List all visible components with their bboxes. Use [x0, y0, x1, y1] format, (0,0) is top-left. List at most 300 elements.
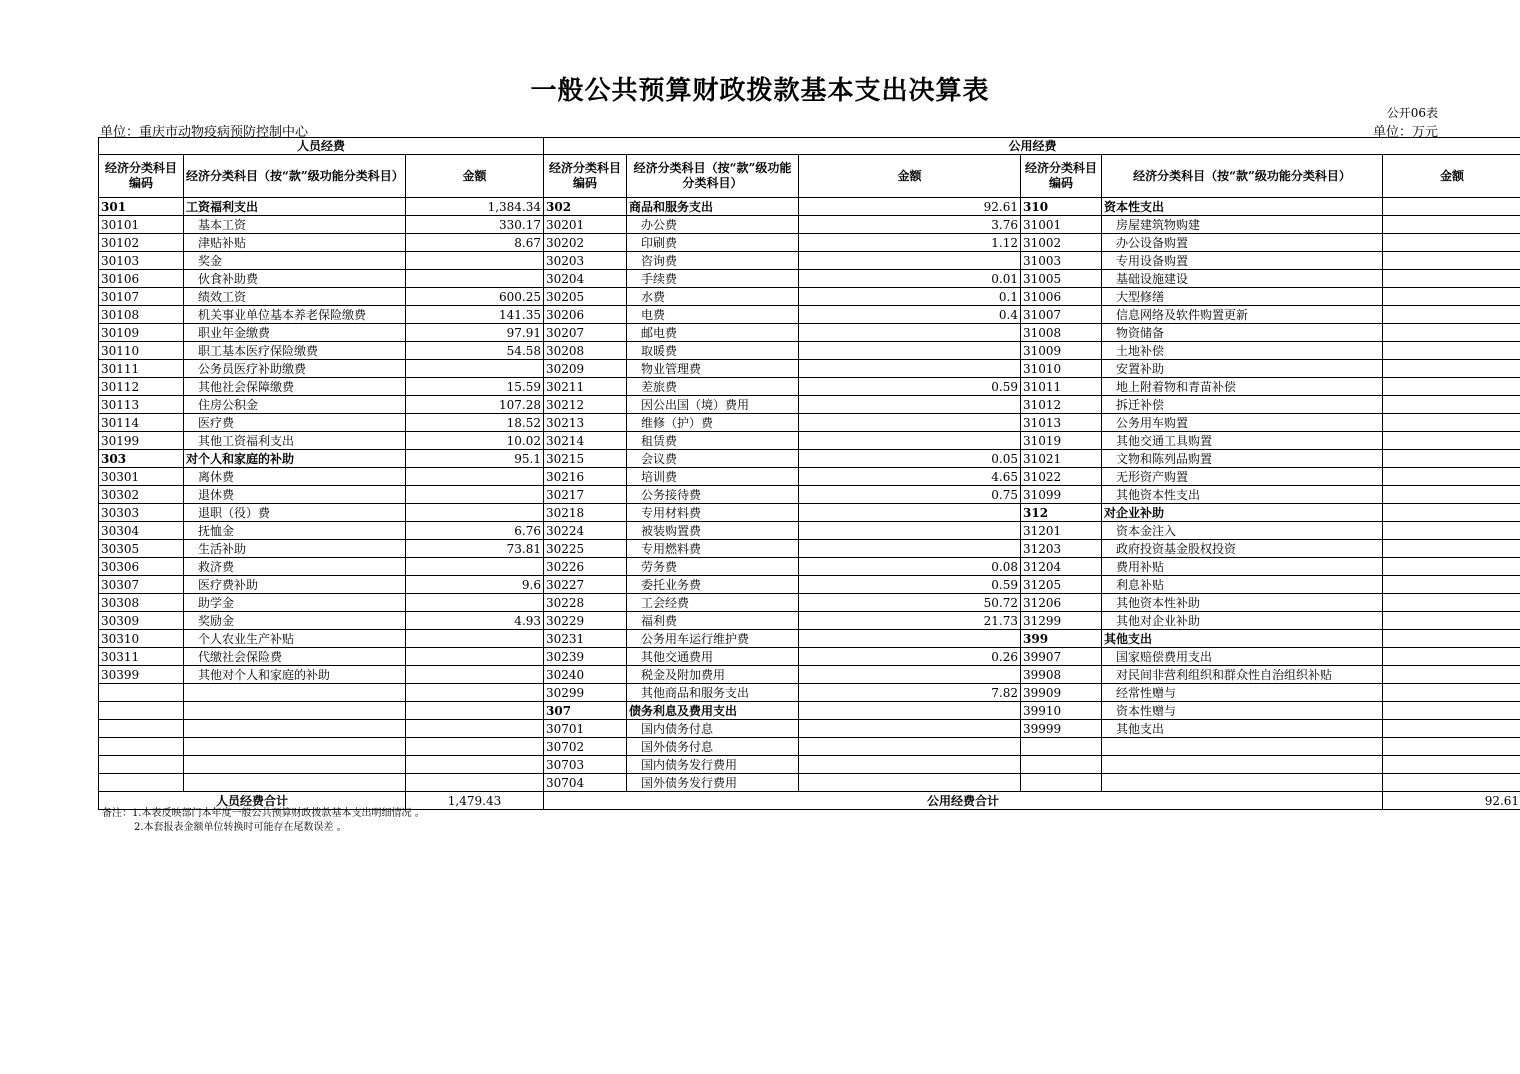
name-cell: 无形资产购置	[1102, 468, 1383, 486]
amount-cell	[799, 432, 1021, 450]
code-cell: 30399	[99, 666, 184, 684]
expenditure-table	[98, 137, 1520, 810]
name-cell: 基础设施建设	[1102, 270, 1383, 288]
code-cell: 30299	[544, 684, 627, 702]
name-cell: 奖励金	[184, 612, 406, 630]
name-cell	[1102, 756, 1383, 774]
name-cell: 绩效工资	[184, 288, 406, 306]
amount-cell: 4.93	[406, 612, 544, 630]
code-cell: 31010	[1021, 360, 1102, 378]
table-row	[99, 558, 1520, 576]
code-cell: 30201	[544, 216, 627, 234]
code-cell: 31008	[1021, 324, 1102, 342]
name-cell: 水费	[627, 288, 799, 306]
name-cell: 信息网络及软件购置更新	[1102, 306, 1383, 324]
name-cell: 利息补贴	[1102, 576, 1383, 594]
table-row	[99, 576, 1520, 594]
name-cell: 资本性支出	[1102, 198, 1383, 216]
name-cell: 退职（役）费	[184, 504, 406, 522]
col-header-name: 经济分类科目（按“款”级功能分类科目）	[184, 155, 406, 198]
code-cell: 31021	[1021, 450, 1102, 468]
name-cell: 政府投资基金股权投资	[1102, 540, 1383, 558]
name-cell: 专用燃料费	[627, 540, 799, 558]
table-row	[99, 702, 1520, 720]
code-cell: 30227	[544, 576, 627, 594]
table-row	[99, 468, 1520, 486]
name-cell: 经常性赠与	[1102, 684, 1383, 702]
table-row	[99, 738, 1520, 756]
name-cell: 机关事业单位基本养老保险缴费	[184, 306, 406, 324]
name-cell: 对个人和家庭的补助	[184, 450, 406, 468]
name-cell	[1102, 738, 1383, 756]
name-cell: 租赁费	[627, 432, 799, 450]
amount-cell	[406, 756, 544, 774]
name-cell: 工会经费	[627, 594, 799, 612]
code-cell: 30301	[99, 468, 184, 486]
amount-cell	[1383, 648, 1520, 666]
name-cell: 其他商品和服务支出	[627, 684, 799, 702]
code-cell: 30303	[99, 504, 184, 522]
table-row	[99, 720, 1520, 738]
name-cell: 基本工资	[184, 216, 406, 234]
amount-cell	[406, 360, 544, 378]
col-header-amount: 金额	[799, 155, 1021, 198]
code-cell: 30310	[99, 630, 184, 648]
amount-cell: 4.65	[799, 468, 1021, 486]
page-title: 一般公共预算财政拨款基本支出决算表	[530, 76, 990, 106]
code-cell: 30207	[544, 324, 627, 342]
amount-cell	[1383, 396, 1520, 414]
amount-cell	[799, 504, 1021, 522]
code-cell: 31201	[1021, 522, 1102, 540]
amount-cell	[406, 594, 544, 612]
unit-name: 单位：重庆市动物疫病预防控制中心	[100, 125, 309, 140]
code-cell: 31009	[1021, 342, 1102, 360]
col-header-amount: 金额	[1383, 155, 1520, 198]
name-cell: 国内债务发行费用	[627, 756, 799, 774]
amount-cell	[799, 666, 1021, 684]
amount-cell	[1383, 342, 1520, 360]
code-cell: 30224	[544, 522, 627, 540]
amount-cell: 0.26	[799, 648, 1021, 666]
name-cell: 大型修缮	[1102, 288, 1383, 306]
amount-cell: 73.81	[406, 540, 544, 558]
amount-cell	[1383, 432, 1520, 450]
code-cell: 31006	[1021, 288, 1102, 306]
code-cell: 30308	[99, 594, 184, 612]
code-cell: 39908	[1021, 666, 1102, 684]
amount-cell	[406, 486, 544, 504]
amount-unit: 单位：万元	[1372, 125, 1438, 140]
name-cell: 物资储备	[1102, 324, 1383, 342]
amount-cell	[799, 252, 1021, 270]
amount-cell	[799, 756, 1021, 774]
code-cell: 39910	[1021, 702, 1102, 720]
name-cell: 债务利息及费用支出	[627, 702, 799, 720]
code-cell: 30240	[544, 666, 627, 684]
code-cell: 31005	[1021, 270, 1102, 288]
group-header-personnel: 人员经费	[99, 138, 544, 155]
code-cell: 31001	[1021, 216, 1102, 234]
personnel-total-label: 人员经费合计	[99, 792, 406, 810]
table-row	[99, 684, 1520, 702]
name-cell	[184, 702, 406, 720]
table-row	[99, 630, 1520, 648]
amount-cell	[406, 702, 544, 720]
public-total-label: 公用经费合计	[544, 792, 1383, 810]
column-header-row	[99, 155, 1520, 198]
amount-cell	[799, 630, 1021, 648]
name-cell: 拆迁补偿	[1102, 396, 1383, 414]
notes	[102, 807, 425, 835]
amount-cell: 141.35	[406, 306, 544, 324]
name-cell: 其他资本性支出	[1102, 486, 1383, 504]
amount-cell: 0.05	[799, 450, 1021, 468]
col-header-name: 经济分类科目（按“款”级功能分类科目）	[1102, 155, 1383, 198]
name-cell: 维修（护）费	[627, 414, 799, 432]
code-cell: 30216	[544, 468, 627, 486]
name-cell: 医疗费	[184, 414, 406, 432]
name-cell: 其他社会保障缴费	[184, 378, 406, 396]
code-cell	[99, 684, 184, 702]
amount-cell: 9.6	[406, 576, 544, 594]
table-row	[99, 756, 1520, 774]
name-cell: 国外债务发行费用	[627, 774, 799, 792]
name-cell: 咨询费	[627, 252, 799, 270]
name-cell: 办公费	[627, 216, 799, 234]
name-cell: 土地补偿	[1102, 342, 1383, 360]
name-cell: 对民间非营利组织和群众性自治组织补贴	[1102, 666, 1383, 684]
col-header-code: 经济分类科目编码	[544, 155, 627, 198]
amount-cell	[406, 648, 544, 666]
name-cell: 离休费	[184, 468, 406, 486]
amount-cell	[406, 630, 544, 648]
code-cell: 30302	[99, 486, 184, 504]
amount-cell	[1383, 540, 1520, 558]
personnel-total-value: 1,479.43	[406, 792, 544, 810]
code-cell: 31003	[1021, 252, 1102, 270]
code-cell: 30206	[544, 306, 627, 324]
code-cell: 30229	[544, 612, 627, 630]
name-cell: 资本金注入	[1102, 522, 1383, 540]
name-cell: 医疗费补助	[184, 576, 406, 594]
code-cell: 30106	[99, 270, 184, 288]
code-cell: 399	[1021, 630, 1102, 648]
name-cell: 国外债务付息	[627, 738, 799, 756]
code-cell	[1021, 774, 1102, 792]
code-cell: 30306	[99, 558, 184, 576]
name-cell: 被装购置费	[627, 522, 799, 540]
name-cell	[1102, 774, 1383, 792]
code-cell: 31019	[1021, 432, 1102, 450]
code-cell: 30103	[99, 252, 184, 270]
amount-cell	[406, 684, 544, 702]
code-cell: 30208	[544, 342, 627, 360]
code-cell: 30108	[99, 306, 184, 324]
amount-cell	[1383, 198, 1520, 216]
amount-cell: 95.1	[406, 450, 544, 468]
amount-cell	[1383, 720, 1520, 738]
amount-cell: 1,384.34	[406, 198, 544, 216]
amount-cell	[1383, 666, 1520, 684]
name-cell: 公务用车购置	[1102, 414, 1383, 432]
public-total-value: 92.61	[1383, 792, 1520, 810]
code-cell: 30114	[99, 414, 184, 432]
name-cell: 劳务费	[627, 558, 799, 576]
amount-cell	[799, 360, 1021, 378]
table-row	[99, 198, 1520, 216]
amount-cell: 8.67	[406, 234, 544, 252]
table-row	[99, 324, 1520, 342]
amount-cell: 107.28	[406, 396, 544, 414]
code-cell: 39909	[1021, 684, 1102, 702]
name-cell: 助学金	[184, 594, 406, 612]
code-cell: 31007	[1021, 306, 1102, 324]
table-row	[99, 648, 1520, 666]
table-row	[99, 396, 1520, 414]
name-cell: 费用补贴	[1102, 558, 1383, 576]
name-cell: 其他交通费用	[627, 648, 799, 666]
name-cell: 安置补助	[1102, 360, 1383, 378]
name-cell: 委托业务费	[627, 576, 799, 594]
code-cell: 30215	[544, 450, 627, 468]
code-cell: 31012	[1021, 396, 1102, 414]
amount-cell	[1383, 252, 1520, 270]
table-row	[99, 666, 1520, 684]
table-row	[99, 378, 1520, 396]
table-row	[99, 288, 1520, 306]
amount-cell: 0.59	[799, 378, 1021, 396]
code-cell: 30111	[99, 360, 184, 378]
amount-cell	[799, 396, 1021, 414]
amount-cell	[406, 738, 544, 756]
amount-cell	[406, 252, 544, 270]
amount-cell	[406, 468, 544, 486]
amount-cell: 50.72	[799, 594, 1021, 612]
table-row	[99, 252, 1520, 270]
amount-cell	[1383, 306, 1520, 324]
code-cell: 31203	[1021, 540, 1102, 558]
amount-cell	[1383, 378, 1520, 396]
code-cell: 30225	[544, 540, 627, 558]
amount-cell: 1.12	[799, 234, 1021, 252]
table-row	[99, 774, 1520, 792]
code-cell: 30101	[99, 216, 184, 234]
amount-cell	[406, 720, 544, 738]
name-cell: 伙食补助费	[184, 270, 406, 288]
name-cell: 国家赔偿费用支出	[1102, 648, 1383, 666]
name-cell: 职业年金缴费	[184, 324, 406, 342]
name-cell: 抚恤金	[184, 522, 406, 540]
code-cell: 30113	[99, 396, 184, 414]
amount-cell	[1383, 594, 1520, 612]
name-cell: 生活补助	[184, 540, 406, 558]
amount-cell	[799, 720, 1021, 738]
code-cell: 31002	[1021, 234, 1102, 252]
code-cell: 31013	[1021, 414, 1102, 432]
name-cell: 其他支出	[1102, 720, 1383, 738]
name-cell: 工资福利支出	[184, 198, 406, 216]
name-cell: 其他对企业补助	[1102, 612, 1383, 630]
code-cell: 31299	[1021, 612, 1102, 630]
code-cell: 310	[1021, 198, 1102, 216]
amount-cell: 21.73	[799, 612, 1021, 630]
name-cell	[184, 756, 406, 774]
name-cell	[184, 738, 406, 756]
code-cell: 30218	[544, 504, 627, 522]
amount-cell: 7.82	[799, 684, 1021, 702]
code-cell: 30214	[544, 432, 627, 450]
amount-cell: 330.17	[406, 216, 544, 234]
amount-cell: 97.91	[406, 324, 544, 342]
code-cell: 30309	[99, 612, 184, 630]
amount-cell	[1383, 612, 1520, 630]
amount-cell	[799, 414, 1021, 432]
table-row	[99, 342, 1520, 360]
amount-cell	[1383, 270, 1520, 288]
name-cell: 印刷费	[627, 234, 799, 252]
amount-cell	[406, 504, 544, 522]
code-cell: 30307	[99, 576, 184, 594]
name-cell	[184, 720, 406, 738]
note-1: 备注：1.本表反映部门本年度一般公共预算财政拨款基本支出明细情况 。	[102, 808, 425, 819]
amount-cell	[1383, 522, 1520, 540]
code-cell	[99, 720, 184, 738]
group-header-row	[99, 138, 1520, 155]
amount-cell: 6.76	[406, 522, 544, 540]
code-cell	[99, 738, 184, 756]
code-cell: 30231	[544, 630, 627, 648]
table-row	[99, 450, 1520, 468]
amount-cell	[1383, 234, 1520, 252]
amount-cell: 0.08	[799, 558, 1021, 576]
amount-cell: 0.01	[799, 270, 1021, 288]
name-cell: 会议费	[627, 450, 799, 468]
name-cell: 职工基本医疗保险缴费	[184, 342, 406, 360]
name-cell: 住房公积金	[184, 396, 406, 414]
amount-cell	[799, 342, 1021, 360]
group-header-public: 公用经费	[544, 138, 1520, 155]
code-cell: 30311	[99, 648, 184, 666]
name-cell: 奖金	[184, 252, 406, 270]
amount-cell	[1383, 486, 1520, 504]
code-cell: 30209	[544, 360, 627, 378]
amount-cell	[1383, 630, 1520, 648]
name-cell: 其他交通工具购置	[1102, 432, 1383, 450]
amount-cell	[1383, 738, 1520, 756]
amount-cell	[1383, 360, 1520, 378]
name-cell: 专用设备购置	[1102, 252, 1383, 270]
name-cell: 其他资本性补助	[1102, 594, 1383, 612]
code-cell: 30102	[99, 234, 184, 252]
amount-cell	[1383, 288, 1520, 306]
amount-cell: 54.58	[406, 342, 544, 360]
name-cell: 税金及附加费用	[627, 666, 799, 684]
code-cell: 30110	[99, 342, 184, 360]
amount-cell: 0.75	[799, 486, 1021, 504]
name-cell: 公务员医疗补助缴费	[184, 360, 406, 378]
code-cell	[99, 702, 184, 720]
code-cell: 31099	[1021, 486, 1102, 504]
name-cell: 公务接待费	[627, 486, 799, 504]
table-row	[99, 504, 1520, 522]
name-cell: 救济费	[184, 558, 406, 576]
note-2: 2.本套报表金额单位转换时可能存在尾数误差 。	[134, 822, 347, 833]
table-row	[99, 306, 1520, 324]
code-cell: 30304	[99, 522, 184, 540]
amount-cell	[799, 702, 1021, 720]
amount-cell	[799, 522, 1021, 540]
amount-cell	[406, 774, 544, 792]
amount-cell	[1383, 558, 1520, 576]
col-header-amount: 金额	[406, 155, 544, 198]
amount-cell	[1383, 684, 1520, 702]
code-cell: 301	[99, 198, 184, 216]
code-cell: 30226	[544, 558, 627, 576]
amount-cell	[1383, 756, 1520, 774]
code-cell	[1021, 738, 1102, 756]
name-cell: 退休费	[184, 486, 406, 504]
amount-cell: 3.76	[799, 216, 1021, 234]
table-row	[99, 432, 1520, 450]
name-cell: 因公出国（境）费用	[627, 396, 799, 414]
code-cell: 312	[1021, 504, 1102, 522]
code-cell: 30703	[544, 756, 627, 774]
name-cell: 对企业补助	[1102, 504, 1383, 522]
code-cell: 31011	[1021, 378, 1102, 396]
name-cell: 国内债务付息	[627, 720, 799, 738]
name-cell: 福利费	[627, 612, 799, 630]
amount-cell	[799, 540, 1021, 558]
amount-cell: 0.59	[799, 576, 1021, 594]
amount-cell	[1383, 468, 1520, 486]
code-cell: 39999	[1021, 720, 1102, 738]
code-cell: 303	[99, 450, 184, 468]
name-cell: 代缴社会保险费	[184, 648, 406, 666]
code-cell: 39907	[1021, 648, 1102, 666]
code-cell: 302	[544, 198, 627, 216]
code-cell: 31022	[1021, 468, 1102, 486]
code-cell: 30203	[544, 252, 627, 270]
code-cell: 30702	[544, 738, 627, 756]
code-cell: 30199	[99, 432, 184, 450]
form-number: 公开06表	[1386, 106, 1438, 120]
amount-cell: 92.61	[799, 198, 1021, 216]
code-cell: 30704	[544, 774, 627, 792]
code-cell: 307	[544, 702, 627, 720]
name-cell: 其他对个人和家庭的补助	[184, 666, 406, 684]
amount-cell	[799, 324, 1021, 342]
table-row	[99, 234, 1520, 252]
table-row	[99, 216, 1520, 234]
col-header-code: 经济分类科目编码	[99, 155, 184, 198]
name-cell: 差旅费	[627, 378, 799, 396]
code-cell: 31206	[1021, 594, 1102, 612]
name-cell: 邮电费	[627, 324, 799, 342]
amount-cell	[1383, 324, 1520, 342]
name-cell: 电费	[627, 306, 799, 324]
name-cell: 办公设备购置	[1102, 234, 1383, 252]
code-cell: 30701	[544, 720, 627, 738]
amount-cell	[799, 774, 1021, 792]
amount-cell	[1383, 702, 1520, 720]
code-cell: 31204	[1021, 558, 1102, 576]
amount-cell	[1383, 450, 1520, 468]
amount-cell	[406, 270, 544, 288]
amount-cell	[406, 558, 544, 576]
name-cell: 房屋建筑物购建	[1102, 216, 1383, 234]
amount-cell	[406, 666, 544, 684]
